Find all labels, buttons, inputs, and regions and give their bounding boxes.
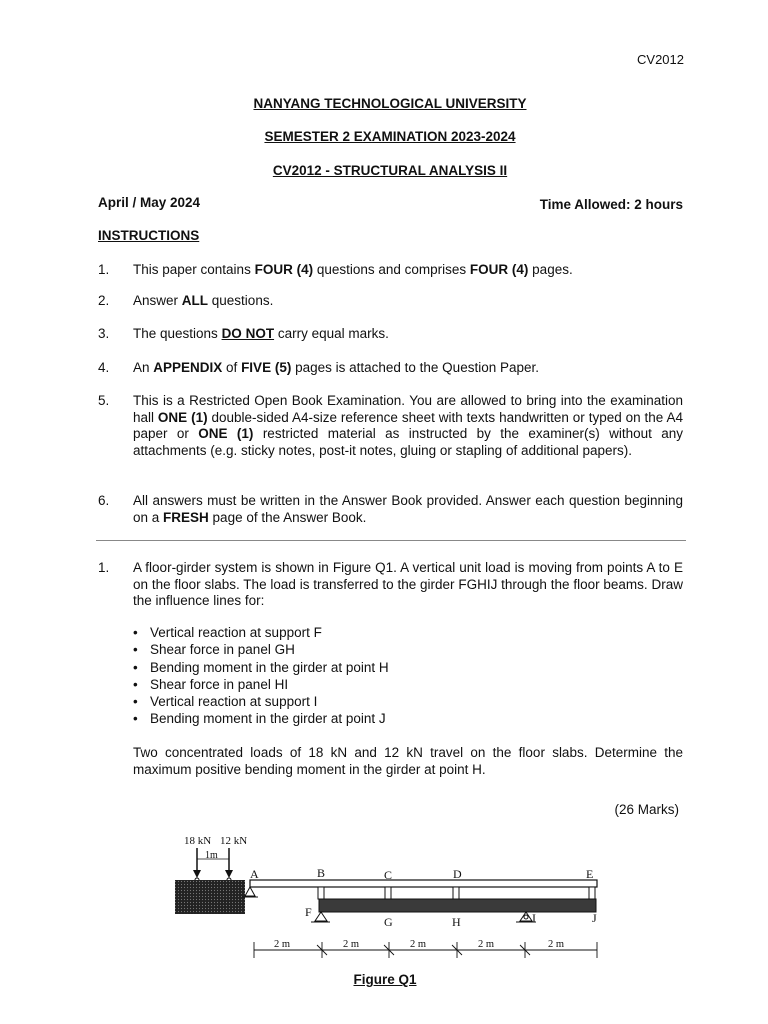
load-spacing-dimension <box>197 850 229 861</box>
span-label: 2 m <box>548 939 565 950</box>
time-allowed: Time Allowed: 2 hours <box>539 197 683 212</box>
point-label: F <box>305 905 312 919</box>
point-label: I <box>532 911 536 925</box>
approach-block <box>175 880 245 914</box>
instruction-number: 4. <box>98 360 110 375</box>
point-label: C <box>384 868 393 882</box>
list-item: • Bending moment in the girder at point H <box>133 659 653 676</box>
question-1-intro: A floor-girder system is shown in Figure Q1. A vertical unit load is moving from points A to E on the floor slabs. The load is transferred to the girder FGHIJ through the floor beams. Draw the influence lines for: <box>133 560 683 608</box>
instruction-number: 6. <box>98 493 110 508</box>
influence-line-list <box>133 624 653 728</box>
instruction-number: 2. <box>98 293 110 308</box>
figure-caption: Figure Q1 <box>353 972 417 987</box>
question-1-followup: Two concentrated loads of 18 kN and 12 kN travel on the floor slabs. Determine the maximum positive bending moment in the girder at point H. <box>133 745 683 777</box>
instruction-number: 5. <box>98 393 110 408</box>
load-1-label: 18 kN <box>184 835 212 847</box>
floor-beam-d <box>453 887 459 899</box>
svg-text:1m: 1m <box>205 850 218 861</box>
instruction-2: Answer ALL questions. <box>133 293 274 308</box>
list-item: • Bending moment in the girder at point J <box>133 710 653 727</box>
point-label: E <box>586 867 594 881</box>
course-code: CV2012 <box>637 52 684 67</box>
instruction-1: This paper contains FOUR (4) questions and comprises FOUR (4) pages. <box>133 262 573 277</box>
span-label: 2 m <box>343 939 360 950</box>
list-item: • Vertical reaction at support I <box>133 693 653 710</box>
span-label: 2 m <box>478 939 495 950</box>
girder-support-f <box>311 912 330 922</box>
floor-beam-e <box>589 887 595 899</box>
point-label: D <box>453 867 462 881</box>
point-label: J <box>592 911 597 925</box>
point-label: G <box>384 915 393 929</box>
load-2-label: 12 kN <box>220 835 248 847</box>
point-label: A <box>250 867 259 881</box>
instruction-4: An APPENDIX of FIVE (5) pages is attached to the Question Paper. <box>133 360 539 375</box>
semester-title: SEMESTER 2 EXAMINATION 2023-2024 <box>264 129 516 144</box>
instructions-heading: INSTRUCTIONS <box>98 228 200 243</box>
marks-label: (26 Marks) <box>614 802 679 817</box>
load-2-arrow <box>225 848 233 878</box>
span-label: 2 m <box>274 939 291 950</box>
instruction-3: The questions DO NOT carry equal marks. <box>133 326 389 341</box>
girder <box>319 899 596 912</box>
figure-q1-diagram <box>0 820 768 980</box>
question-number: 1. <box>98 560 110 575</box>
floor-beam-b <box>318 887 324 899</box>
instruction-5: This is a Restricted Open Book Examination. You are allowed to bring into the examination hall ONE (1) double-sided A4-size reference sheet with texts handwritten or typed on the A4 paper or ONE (1) restricted material as instructed by the examiner(s) without any attachments (e.g. sticky notes, post-it notes, gluing or stapling of additional papers). <box>133 393 683 458</box>
point-label: H <box>452 915 461 929</box>
floor-slab <box>250 880 597 887</box>
instruction-number: 1. <box>98 262 110 277</box>
load-1-arrow <box>193 848 201 878</box>
section-divider <box>96 540 686 541</box>
university-title: NANYANG TECHNOLOGICAL UNIVERSITY <box>253 96 527 111</box>
span-label: 2 m <box>410 939 427 950</box>
exam-date: April / May 2024 <box>98 195 201 210</box>
list-item: • Shear force in panel GH <box>133 641 653 658</box>
floor-beam-c <box>385 887 391 899</box>
instruction-number: 3. <box>98 326 110 341</box>
course-title: CV2012 - STRUCTURAL ANALYSIS II <box>272 163 508 178</box>
instruction-6: All answers must be written in the Answer Book provided. Answer each question beginning on a FRESH page of the Answer Book. <box>133 493 683 525</box>
point-label: B <box>317 866 326 880</box>
list-item: • Vertical reaction at support F <box>133 624 653 641</box>
list-item: • Shear force in panel HI <box>133 676 653 693</box>
